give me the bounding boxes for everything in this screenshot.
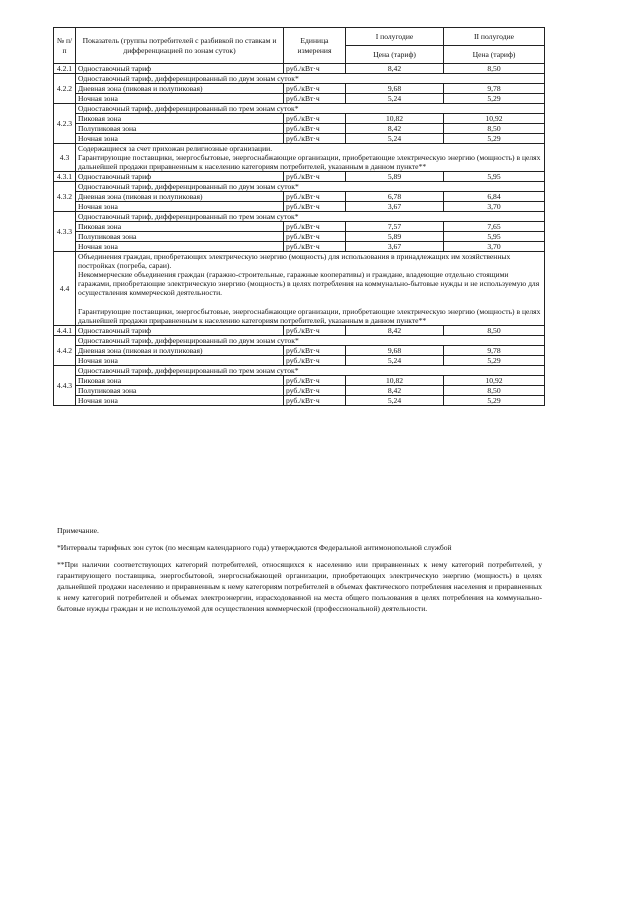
row-label: Ночная зона: [76, 242, 284, 252]
table-row: [54, 144, 545, 172]
table-row: [54, 202, 545, 212]
row-number: 4.2.1: [54, 64, 76, 74]
row-label: Пиковая зона: [76, 222, 284, 232]
price-half1: 9,68: [346, 346, 444, 356]
category-paragraph: Содержащиеся за счет прихожан религиозные организации.: [78, 144, 273, 153]
price-half2: 8,50: [444, 326, 545, 336]
price-half1: 5,24: [346, 94, 444, 104]
price-half1: 8,42: [346, 326, 444, 336]
row-unit: руб./кВт·ч: [284, 222, 346, 232]
category-paragraph: Гарантирующие поставщики, энергосбытовые, энергоснабжающие организации, приобретающие электрическую энергию (мощность) в целях дальнейшей продажи приравненным к населению категориям потребителей, указанным в данном пункте**: [78, 307, 541, 325]
row-label: Полупиковая зона: [76, 386, 284, 396]
price-half2: 5,95: [444, 172, 545, 182]
tariff-table: [53, 27, 545, 406]
row-unit: руб./кВт·ч: [284, 356, 346, 366]
row-title: Одноставочный тариф, дифференцированный по трем зонам суток*: [76, 104, 545, 114]
price-half1: 5,24: [346, 396, 444, 406]
row-unit: руб./кВт·ч: [284, 172, 346, 182]
price-half2: 10,92: [444, 114, 545, 124]
row-label: Дневная зона (пиковая и полупиковая): [76, 346, 284, 356]
table-row: [54, 232, 545, 242]
price-half1: 9,68: [346, 84, 444, 94]
category-paragraph: Гарантирующие поставщики, энергосбытовые, энергоснабжающие организации, приобретающие электрическую энергию (мощность) в целях дальнейшей продажи приравненным к населению категориям потребителей, указанным в данном пункте**: [78, 153, 541, 171]
header-half1: I полугодие: [346, 28, 444, 46]
price-half2: 8,50: [444, 64, 545, 74]
row-label: Ночная зона: [76, 94, 284, 104]
price-half2: 5,95: [444, 232, 545, 242]
price-half1: 5,89: [346, 232, 444, 242]
category-description: [76, 252, 545, 326]
row-number: 4.3.2: [54, 182, 76, 212]
table-row: [54, 396, 545, 406]
row-label: Ночная зона: [76, 396, 284, 406]
price-half1: 5,89: [346, 172, 444, 182]
row-label: Ночная зона: [76, 202, 284, 212]
table-row: [54, 94, 545, 104]
category-paragraph: Объединения граждан, приобретающих электрическую энергию (мощность) для использования в принадлежащих им хозяйственных постройках (погреба, сараи).: [78, 252, 511, 270]
price-half2: 7,65: [444, 222, 545, 232]
row-number: 4.3.3: [54, 212, 76, 252]
row-number: 4.4.3: [54, 366, 76, 406]
table-row: [54, 64, 545, 74]
price-half1: 6,78: [346, 192, 444, 202]
row-unit: руб./кВт·ч: [284, 94, 346, 104]
row-label: Пиковая зона: [76, 376, 284, 386]
price-half1: 3,67: [346, 202, 444, 212]
price-half2: 9,78: [444, 346, 545, 356]
row-unit: руб./кВт·ч: [284, 64, 346, 74]
table-row: [54, 134, 545, 144]
row-label: Ночная зона: [76, 134, 284, 144]
category-paragraph: Некоммерческие объединения граждан (гаражно-строительные, гаражные кооперативы) и граждане, владеющие отдельно стоящими гаражами, приобретающие электрическую энергию (мощность) в целях потребления на коммунально-бытовые нужды и не используемую для осуществления коммерческой деятельности.: [78, 270, 540, 297]
price-half2: 5,29: [444, 94, 545, 104]
row-unit: руб./кВт·ч: [284, 134, 346, 144]
price-half2: 5,29: [444, 356, 545, 366]
paragraph-spacer: [78, 297, 542, 307]
row-label: Пиковая зона: [76, 114, 284, 124]
footnote-suppliers: **При наличии соответствующих категорий потребителей, относящихся к населению или приравненных к нему категорий потребителей, у гарантирующего поставщика, энергосбытовой, энергоснабжающей организации, приобретающих электрическую энергию (мощность) в целях дальнейшей продажи населению и приравненным к нему категориям потребителей в объемах фактического потребления населения и приравненных к нему категорий потребителей и объемах электроэнергии, израсходованной на места общего пользования в целях потребления на коммунально-бытовые нужды граждан и не используемой для осуществления коммерческой (профессиональной) деятельности.: [57, 560, 542, 613]
row-number: 4.4.1: [54, 326, 76, 336]
row-number: 4.2.3: [54, 104, 76, 144]
header-price-1: Цена (тариф): [346, 46, 444, 64]
table-row: [54, 114, 545, 124]
table-row: [54, 222, 545, 232]
footnote-zones: *Интервалы тарифных зон суток (по месяцам календарного года) утверждаются Федеральной антимонопольной службой: [57, 543, 452, 552]
row-unit: руб./кВт·ч: [284, 346, 346, 356]
row-number: 4.3.1: [54, 172, 76, 182]
row-title: Одноставочный тариф, дифференцированный по трем зонам суток*: [76, 366, 545, 376]
price-half2: 10,92: [444, 376, 545, 386]
row-label: Ночная зона: [76, 356, 284, 366]
price-half1: 8,42: [346, 386, 444, 396]
row-unit: руб./кВт·ч: [284, 232, 346, 242]
row-unit: руб./кВт·ч: [284, 202, 346, 212]
row-unit: руб./кВт·ч: [284, 192, 346, 202]
header-price-2: Цена (тариф): [444, 46, 545, 64]
table-row: [54, 336, 545, 346]
row-label: Полупиковая зона: [76, 124, 284, 134]
row-unit: руб./кВт·ч: [284, 114, 346, 124]
row-number: 4.3: [54, 144, 76, 172]
price-half1: 8,42: [346, 64, 444, 74]
table-row: [54, 376, 545, 386]
price-half2: 3,70: [444, 202, 545, 212]
row-label: Одноставочный тариф: [76, 326, 284, 336]
row-unit: руб./кВт·ч: [284, 124, 346, 134]
price-half2: 5,29: [444, 134, 545, 144]
table-row: [54, 252, 545, 326]
row-label: Одноставочный тариф: [76, 64, 284, 74]
notes-title: Примечание.: [57, 526, 99, 535]
table-row: [54, 104, 545, 114]
row-number: 4.4.2: [54, 336, 76, 366]
price-half1: 8,42: [346, 124, 444, 134]
row-title: Одноставочный тариф, дифференцированный по двум зонам суток*: [76, 182, 545, 192]
table-row: [54, 242, 545, 252]
table-row: [54, 192, 545, 202]
price-half1: 10,82: [346, 114, 444, 124]
table-header-row: [54, 28, 545, 46]
price-half1: 7,57: [346, 222, 444, 232]
row-number: 4.4: [54, 252, 76, 326]
table-row: [54, 84, 545, 94]
row-number: 4.2.2: [54, 74, 76, 104]
row-label: Дневная зона (пиковая и полупиковая): [76, 84, 284, 94]
row-label: Одноставочный тариф: [76, 172, 284, 182]
row-unit: руб./кВт·ч: [284, 396, 346, 406]
table-row: [54, 182, 545, 192]
header-unit: Единица измерения: [284, 28, 346, 64]
price-half1: 10,82: [346, 376, 444, 386]
table-row: [54, 326, 545, 336]
table-row: [54, 386, 545, 396]
header-indicator: Показатель (группы потребителей с разбивкой по ставкам и дифференциацией по зонам суток): [76, 28, 284, 64]
header-half2: II полугодие: [444, 28, 545, 46]
price-half2: 8,50: [444, 386, 545, 396]
notes-section: [57, 525, 542, 620]
category-description: [76, 144, 545, 172]
row-unit: руб./кВт·ч: [284, 376, 346, 386]
table-row: [54, 124, 545, 134]
price-half2: 5,29: [444, 396, 545, 406]
price-half2: 6,84: [444, 192, 545, 202]
price-half1: 3,67: [346, 242, 444, 252]
row-unit: руб./кВт·ч: [284, 242, 346, 252]
table-row: [54, 74, 545, 84]
row-title: Одноставочный тариф, дифференцированный по трем зонам суток*: [76, 212, 545, 222]
row-label: Полупиковая зона: [76, 232, 284, 242]
row-unit: руб./кВт·ч: [284, 386, 346, 396]
row-unit: руб./кВт·ч: [284, 326, 346, 336]
table-row: [54, 366, 545, 376]
table-row: [54, 172, 545, 182]
row-title: Одноставочный тариф, дифференцированный по двум зонам суток*: [76, 336, 545, 346]
price-half1: 5,24: [346, 134, 444, 144]
price-half2: 8,50: [444, 124, 545, 134]
price-half1: 5,24: [346, 356, 444, 366]
price-half2: 3,70: [444, 242, 545, 252]
price-half2: 9,78: [444, 84, 545, 94]
header-number: № п/п: [54, 28, 76, 64]
table-row: [54, 212, 545, 222]
row-label: Дневная зона (пиковая и полупиковая): [76, 192, 284, 202]
table-row: [54, 346, 545, 356]
row-unit: руб./кВт·ч: [284, 84, 346, 94]
table-row: [54, 356, 545, 366]
row-title: Одноставочный тариф, дифференцированный по двум зонам суток*: [76, 74, 545, 84]
